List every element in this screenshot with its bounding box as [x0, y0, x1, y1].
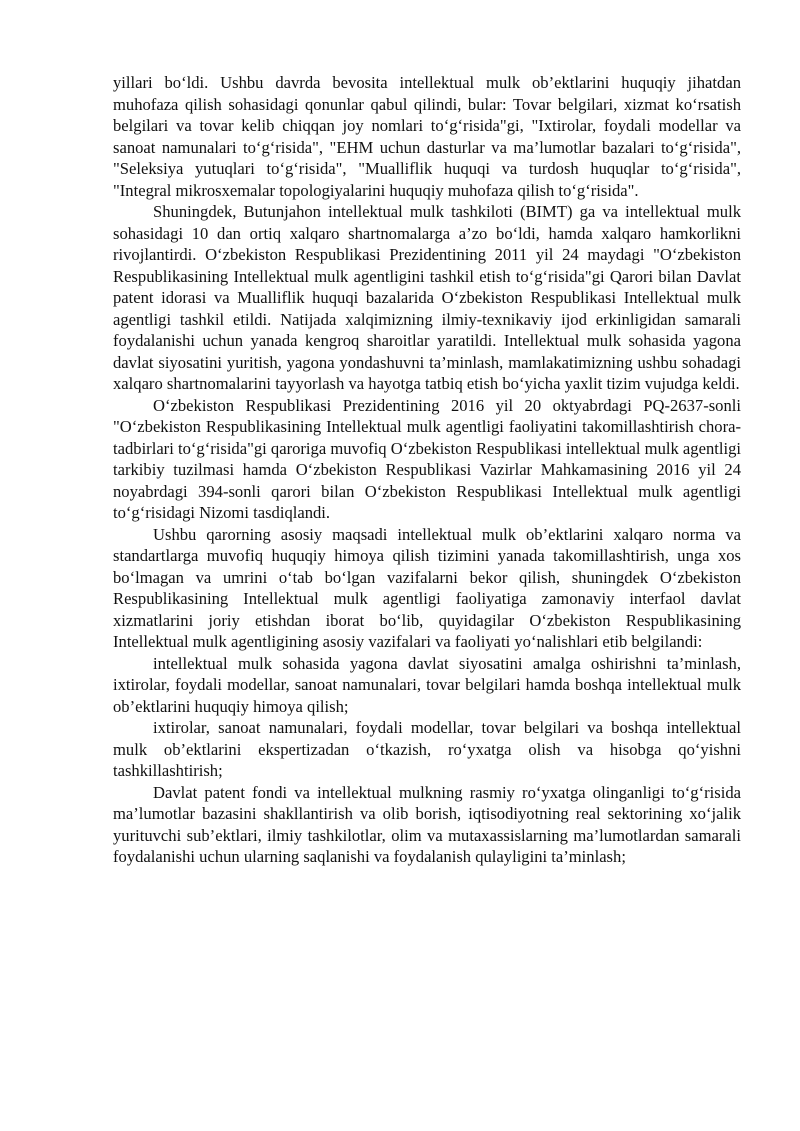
paragraph-resolution-purpose: Ushbu qarorning asosiy maqsadi intellektual mulk ob’ektlarini xalqaro norma va standartlarga muvofiq huquqiy himoya qilish tizimini yanada takomillashtirish, unga xos bo‘lmagan va umrini o‘tab bo‘lgan vazifalarni bekor qilish, shuningdek O‘zbekiston Respublikasining Intellektual mulk agentligi faoliyatiga zamonaviy interfaol davlat xizmatlarini joriy etishdan iborat bo‘lib, quyidagilar O‘zbekiston Respublikasining Intellektual mulk agentligining asosiy vazifalari va faoliyati yo‘nalishlari etib belgilandi: [113, 524, 741, 651]
paragraph-continuation: yillari bo‘ldi. Ushbu davrda bevosita intellektual mulk ob’ektlarini huquqiy jihatdan muhofaza qilish sohasidagi qonunlar qabul qilindi, bular: Tovar belgilari, xizmat ko‘rsatish belgilari va tovar kelib chiqqan joy nomlari to‘g‘risida"gi, "Ixtirolar, foydali modellar va sanoat namunalari to‘g‘risida", "EHM uchun dasturlar va ma’lumotlar bazalari to‘g‘risida", "Seleksiya yutuqlari to‘g‘risida", "Mualliflik huquqi va turdosh huquqlar to‘g‘risida", "Integral mikrosxemalar topologiyalarini huquqiy muhofaza qilish to‘g‘risida". [113, 73, 741, 200]
document-page [113, 72, 741, 868]
list-item-patent-fund: Davlat patent fondi va intellektual mulkning rasmiy ro‘yxatga olinganligi to‘g‘risida ma’lumotlar bazasini shakllantirish va olib borish, iqtisodiyotning real sektorining xo‘jalik yurituvchi sub’ektlari, ilmiy tashkilotlar, olim va mutaxassislarning ma’lumotlardan samarali foydalanishi uchun ularning saqlanishi va foydalanish qulayligini ta’minlash; [113, 782, 741, 866]
list-item-state-policy: intellektual mulk sohasida yagona davlat siyosatini amalga oshirishni ta’minlash, ixtirolar, foydali modellar, sanoat namunalari, tovar belgilari hamda boshqa intellektual mulk ob’ektlarini huquqiy himoya qilish; [113, 653, 741, 716]
paragraph-presidential-resolution: O‘zbekiston Respublikasi Prezidentining 2016 yil 20 oktyabrdagi PQ-2637-sonli "O‘zbekiston Respublikasining Intellektual mulk agentligi faoliyatini takomillashtirish chora-tadbirlari to‘g‘risida"gi qaroriga muvofiq O‘zbekiston Respublikasi intellektual mulk agentligi tarkibiy tuzilmasi hamda O‘zbekiston Respublikasi Vazirlar Mahkamasining 2016 yil 24 noyabrdagi 394-sonli qarori bilan O‘zbekiston Respublikasi Intellektual mulk agentligi to‘g‘risidagi Nizomi tasdiqlandi. [113, 395, 741, 522]
list-item-examination: ixtirolar, sanoat namunalari, foydali modellar, tovar belgilari va boshqa intellektual mulk ob’ektlarini ekspertizadan o‘tkazish, ro‘yxatga olish va hisobga qo‘yishni tashkillashtirish; [113, 718, 741, 780]
paragraph-bimt-membership: Shuningdek, Butunjahon intellektual mulk tashkiloti (BIMT) ga va intellektual mulk sohasidagi 10 dan ortiq xalqaro shartnomalarga a’zo bo‘ldi, hamda xalqaro hamkorlikni rivojlantirdi. O‘zbekiston Respublikasi Prezidentining 2011 yil 24 maydagi "O‘zbekiston Respublikasining Intellektual mulk agentligini tashkil etish to‘g‘risida"gi Qarori bilan Davlat patent idorasi va Mualliflik huquqi bazalarida O‘zbekiston Respublikasi Intellektual mulk agentligi tashkil etildi. Natijada xalqimizning ilmiy-texnikaviy ijod erkinligidan samarali foydalanishi uchun yanada kengroq sharoitlar yaratildi. Intellektual mulk sohasida yagona davlat siyosatini yuritish, yagona yondashuvni ta’minlash, mamlakatimizning ushbu sohadagi xalqaro shartnomalarini tayyorlash va hayotga tatbiq etish bo‘yicha yaxlit tizim vujudga keldi. [113, 202, 741, 393]
